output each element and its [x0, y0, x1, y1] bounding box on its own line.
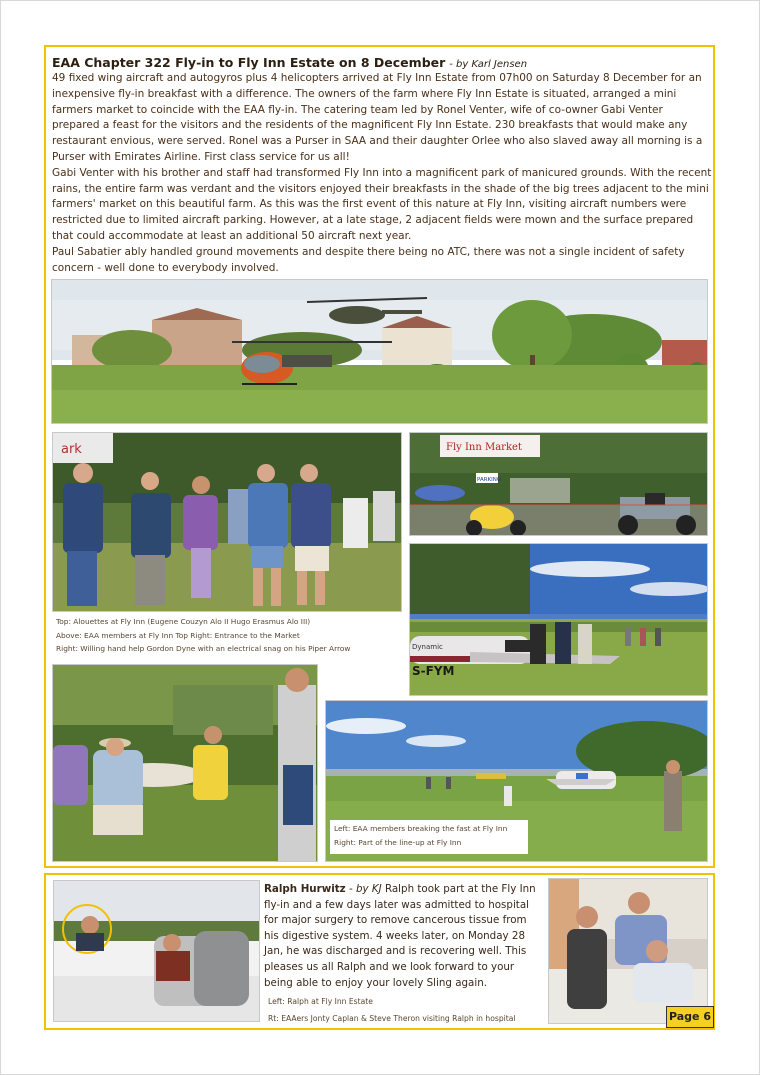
lineup-caption — [330, 820, 528, 854]
article-body — [52, 71, 712, 276]
caption-line: Right: Willing hand help Gordon Dyne with an electrical snag on his Piper Arrow — [56, 644, 351, 653]
caption-line: Above: EAA members at Fly Inn Top Right: Entrance to the Market — [56, 630, 300, 640]
market-small-sign: PARKING — [477, 477, 502, 483]
piper-registration: S-FYM — [412, 664, 455, 678]
ralph-hospital-image — [549, 879, 708, 1024]
members-photo — [52, 432, 402, 612]
market-sign: Fly Inn Market — [446, 442, 522, 453]
ralph-name: Ralph Hurwitz — [264, 883, 346, 895]
ralph-caption-left: Left: Ralph at Fly Inn Estate — [268, 997, 373, 1006]
caption-line: Right: Part of the line-up at Fly Inn — [334, 837, 462, 847]
piper-brand: Dynamic — [412, 643, 443, 651]
article-paragraph: Paul Sabatier ably handled ground movements and despite there being no ATC, there was not a single incident of safety concern - well done to everybody involved. — [52, 245, 685, 274]
article-title: EAA Chapter 322 Fly-in to Fly Inn Estate on 8 December — [52, 55, 446, 70]
article-paragraph: Gabi Venter with his brother and staff had transformed Fly Inn into a magnificent park of manicured grounds. With the recent rains, the entire farm was verdant and the visitors enjoyed their breakfasts in the shade of the big trees adjacent to the mini farmers' market on this beautiful farm. As this was the first event of this nature at Fly Inn, visiting aircraft numbers were restricted due to limited aircraft parking. However, at a late stage, 2 adjacent fields were mown and the surface prepared that could accommodate at least an additional 50 aircraft next year. — [52, 166, 712, 242]
ralph-captions — [268, 994, 548, 1027]
ralph-caption-right: Rt: EAAers Jonty Caplan & Steve Theron visiting Ralph in hospital — [268, 1013, 516, 1023]
ralph-article — [264, 882, 544, 991]
piper-photo — [409, 543, 708, 696]
market-image — [410, 433, 708, 536]
breakfast-photo — [52, 664, 318, 862]
ralph-aircraft-photo — [53, 880, 260, 1022]
members-image — [53, 433, 402, 612]
caption-line: Left: EAA members breaking the fast at Fly Inn — [334, 824, 508, 833]
piper-image — [410, 544, 708, 696]
ralph-body: Ralph took part at the Fly Inn fly-in and a few days later was admitted to hospital for major surgery to remove cancerous tissue from his digestive system. 4 weeks later, on Monday 28 Jan, he was discharged and is recovering well. This pleases us all Ralph and we look forward to your being able to enjoy your lovely Sling again. — [264, 883, 536, 989]
caption-line: Top: Alouettes at Fly Inn (Eugene Couzyn Alo II Hugo Erasmus Alo III) — [56, 617, 311, 626]
market-photo — [409, 432, 708, 536]
breakfast-image — [53, 665, 318, 862]
article-byline: - by Karl Jensen — [449, 59, 528, 70]
article-paragraph: 49 fixed wing aircraft and autogyros plus 4 helicopters arrived at Fly Inn Estate from 07h00 on Saturday 8 December for an inexpensive fly-in breakfast with a difference. The owners of the farm where Fly Inn Estate is situated, arranged a mini farmers market to coincide with the EAA fly-in. The catering team led by Ronel Venter, wife of co-owner Gabi Venter prepared a feast for the visitors and the residents of the magnificent Fly Inn Estate. 230 breakfasts that would make any restaurant envious, were served. Ronel was a Purser in SAA and their daughter Orlee who also slaved away all morning is a Purser with Emirates Airline. First class service for us all! — [52, 72, 703, 163]
page-number-badge: Page 6 — [666, 1006, 714, 1028]
members-caption — [52, 613, 402, 663]
ralph-hospital-photo — [548, 878, 708, 1024]
helicopters-photo — [51, 279, 708, 424]
svg-text:ark: ark — [61, 442, 82, 457]
ralph-aircraft-image — [54, 881, 260, 1022]
helicopters-image — [52, 280, 708, 424]
ralph-byline: - by KJ — [348, 883, 382, 895]
